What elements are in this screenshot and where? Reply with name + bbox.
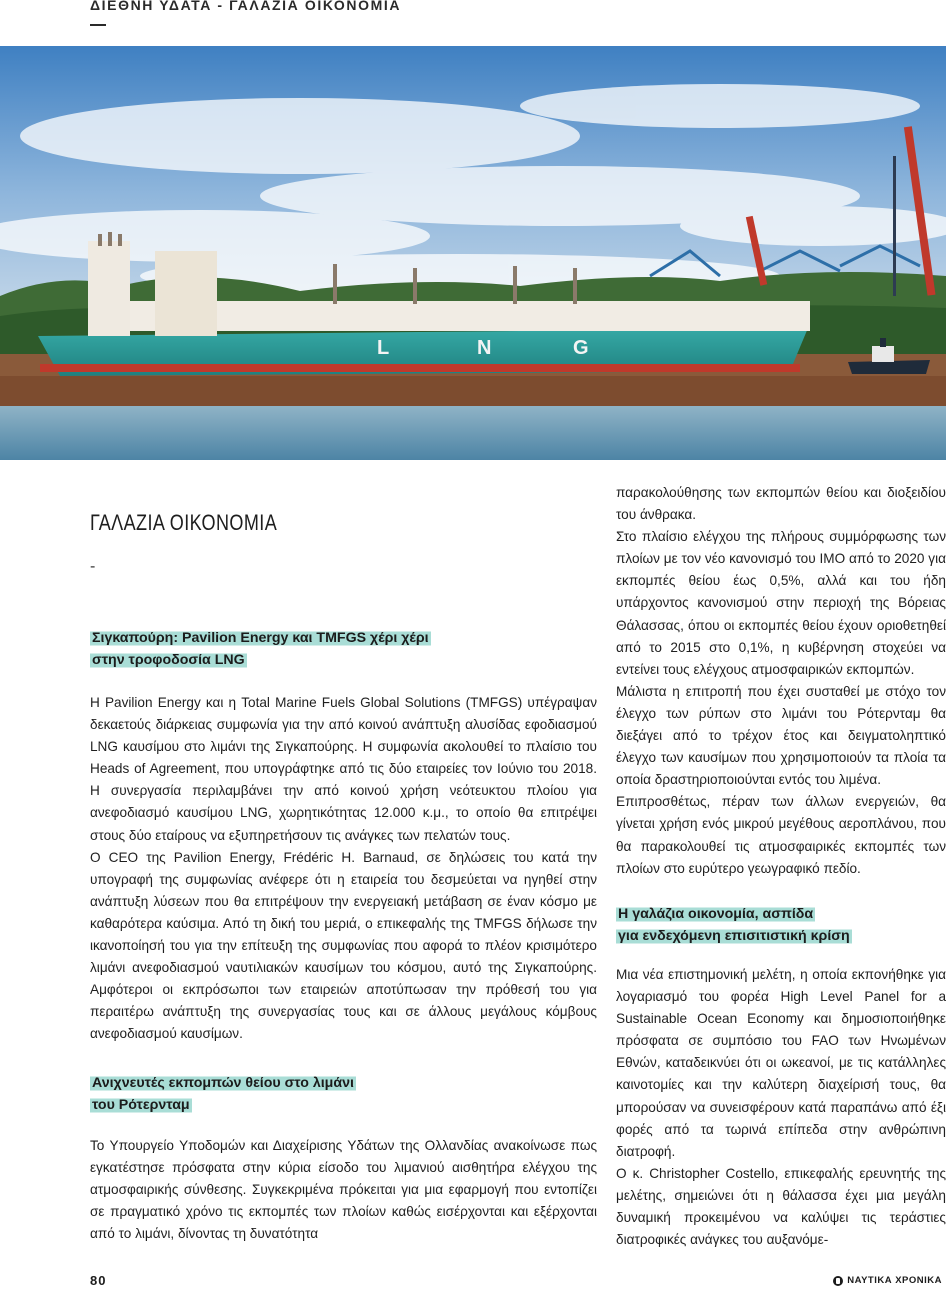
paragraph: Μια νέα επιστημονική μελέτη, η οποία εκπονήθηκε για λογαριασμό του φορέα High Level Panel for a Sustainable Ocean Economy και δημοσιοποιήθηκε πρόσφατα σε συμπόσιο του FAO των Ηνωμένων Εθνών, καταδεικνύει ότι οι ωκεανοί, με τις κατάλληλες καινοτομίες και την καλύτερη διαχείρισή τους, θα μπορούσαν να συνεισφέρουν κατά παραπάνω από έξι φορές από τα τωρινά επίπεδα στην ανθρώπινη διατροφή. <box>616 967 946 1159</box>
heading-singapore-line1: Σιγκαπούρη: Pavilion Energy και TMFGS χέρι χέρι <box>92 630 429 646</box>
publication-brand <box>833 1275 942 1286</box>
paragraph: Ο CEO της Pavilion Energy, Frédéric H. Barnaud, σε δηλώσεις του κατά την υπογραφή της συμφωνίας ανέφερε ότι η εταιρεία του δεσμεύεται να ηγηθεί στην ανάπτυξη λύσεων που θα επιτρέψουν την ενεργειακή μετάβαση σε έναν κόσμο με καθαρότερα καύσιμα. Από τη δική του μεριά, ο επικεφαλής της TMFGS δήλωσε την ικανοποίησή του για την επίτευξη της συμφωνίας που αφορά το πλέον κρισιμότερο λιμάνι ανεφοδιασμού ναυτιλιακών καυσίμων του κόσμου, αυτό της Σιγκαπούρης. Αμφότεροι οι εκπρόσωποι των εταιρειών αποτύπωσαν την πρόθεσή του για περαιτέρω ανάπτυξη της συνεργασίας τους και σε άλλους μεγάλους κόμβους ανεφοδιασμού καυσίμων. <box>90 849 597 1042</box>
lng-ship-photo <box>0 46 946 460</box>
article-singapore-body <box>90 692 597 1046</box>
paragraph: Επιπροσθέτως, πέραν των άλλων ενεργειών, θα γίνεται χρήση ενός μικρού μεγέθους αεροπλάνου, που θα παρακολουθεί τις ατμοσφαιρικές εκπομπές των πλοίων στο ευρύτερο γεωγραφικό πεδίο. <box>616 794 946 876</box>
heading-blue-economy-line1: Η γαλάζια οικονομία, ασπίδα <box>618 906 814 922</box>
heading-blue-economy <box>616 903 946 947</box>
article-rotterdam-body <box>90 1135 597 1245</box>
heading-rotterdam-line2: του Ρότερνταμ <box>92 1097 190 1113</box>
paragraph: Η Pavilion Energy και η Total Marine Fuels Global Solutions (TMFGS) υπέγραψαν δεκαετούς διάρκειας συμφωνία για την από κοινού ανάπτυξη αλυσίδας εφοδιασμού LNG καυσίμου στο λιμάνι της Σιγκαπούρης. Η συμφωνία ακολουθεί το πλαίσιο του Heads of Agreement, που υπογράφτηκε από τις δύο εταιρείες τον Ιούνιο του 2018. Η συνεργασία περιλαμβάνει την από κοινού χρήση νεότευκτου πλοίου για ανεφοδιασμό καυσίμου LNG, χωρητικότητας 12.000 κ.μ., το οποίο θα επιτρέψει στους δύο εταίρους να εξυπηρετήσουν τις ανάγκες των πελατών τους. <box>90 695 597 843</box>
brand-logo-icon <box>833 1276 843 1286</box>
section-dash: - <box>90 558 96 575</box>
heading-singapore-line2: στην τροφοδοσία LNG <box>92 652 245 668</box>
paragraph: Το Υπουργείο Υποδομών και Διαχείρισης Υδάτων της Ολλανδίας ανακοίνωσε πως εγκατέστησε πρόσφατα στην κύρια είσοδο του λιμανιού αισθητήρα ελέγχου της ατμοσφαιρικής σύνθεσης. Συγκεκριμένα πρόκειται για μια εφαρμογή που εντοπίζει σε πραγματικό χρόνο τις εκπομπές των πλοίων καθώς εισέρχονται και εξέρχονται από το λιμάνι, δίνοντας τη δυνατότητα <box>90 1138 597 1242</box>
article-rotterdam-continued <box>616 482 946 880</box>
heading-rotterdam <box>90 1072 510 1116</box>
water <box>0 406 946 460</box>
article-blue-economy-body <box>616 964 946 1251</box>
heading-blue-economy-line2: για ενδεχόμενη επισιτιστική κρίση <box>618 928 850 944</box>
hull-letter-n: N <box>477 337 492 359</box>
running-header: ΔΙΕΘΝΗ ΥΔΑΤΑ - ΓΑΛΑΖΙΑ ΟΙΚΟΝΟΜΙΑ <box>90 0 402 13</box>
paragraph: Στο πλαίσιο ελέγχου της πλήρους συμμόρφωσης των πλοίων με τον νέο κανονισμό του IMO από το 2020 για εκπομπές θείου έως 0,5%, αλλά και του ήδη υπάρχοντος κανονισμού στην περιοχή της Βόρειας Θάλασσας, όπου οι εκπομπές θείου έχουν οριοθετηθεί από το 2015 στο 0,1%, η κυβέρνηση στοχεύει να εντείνει τους ελέγχους ατμοσφαιρικών εκπομπών. <box>616 529 946 677</box>
heading-singapore <box>90 627 510 671</box>
paragraph: Ο κ. Christopher Costello, επικεφαλής ερευνητής της μελέτης, σημειώνει ότι η θάλασσα έχει μια μεγάλη δυναμική προκειμένου να καλύψει τις τεράστιες διατροφικές ανάγκες του αυξανόμε- <box>616 1165 946 1248</box>
hull-letter-g: G <box>573 337 589 359</box>
header-rule <box>90 24 106 26</box>
paragraph: παρακολούθησης των εκπομπών θείου και διοξειδίου του άνθρακα. <box>616 485 946 523</box>
brand-name: ΝΑΥΤΙΚΑ ΧΡΟΝΙΚΑ <box>847 1275 942 1286</box>
heading-rotterdam-line1: Ανιχνευτές εκπομπών θείου στο λιμάνι <box>92 1075 354 1091</box>
page-number: 80 <box>90 1273 107 1288</box>
hull-letter-l: L <box>377 337 390 359</box>
paragraph: Μάλιστα η επιτροπή που έχει συσταθεί με στόχο τον έλεγχο των ρύπων στο λιμάνι του Ρότερνταμ θα διεξάγει από το τρέχον έτος και δειγματοληπτικό έλεγχο των καυσίμων που χρησιμοποιούν τα πλοία τα οποία δραστηριοποιούνται εντός του λιμένα. <box>616 683 946 788</box>
section-title: ΓΑΛΑΖΙΑ ΟΙΚΟΝΟΜΙΑ <box>90 510 278 535</box>
